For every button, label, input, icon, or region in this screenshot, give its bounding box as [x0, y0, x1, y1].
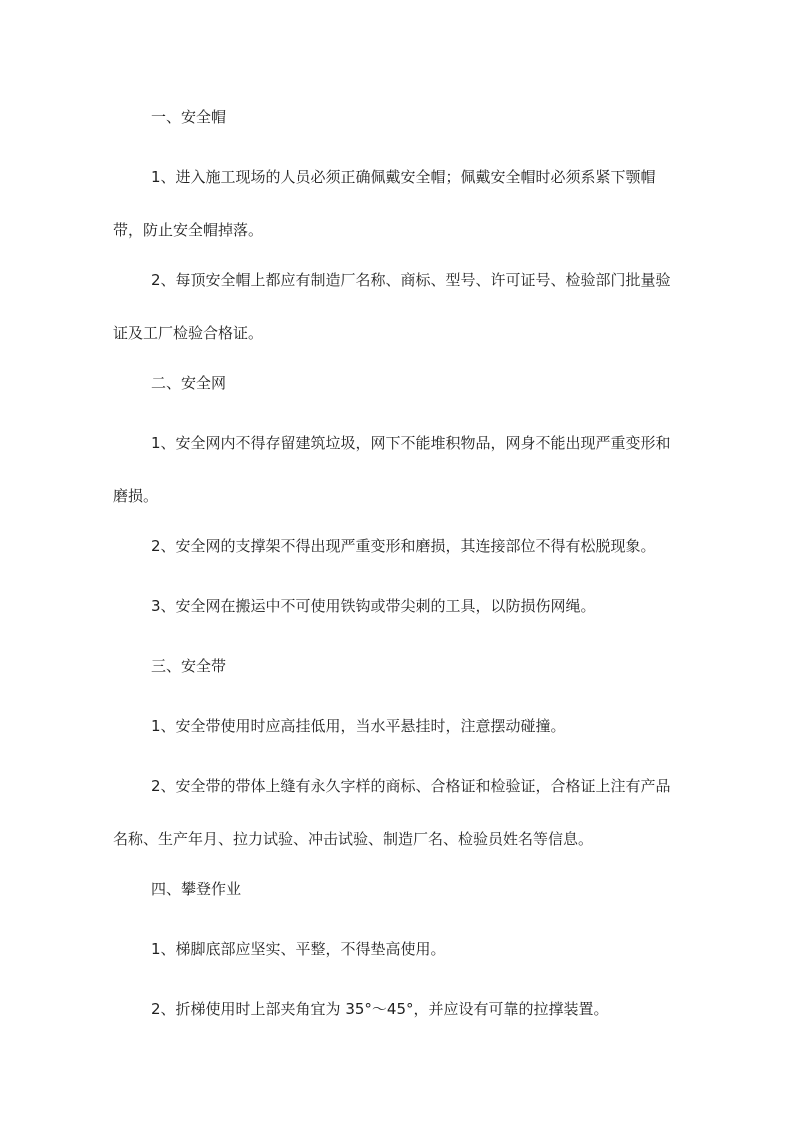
paragraph: 2、每顶安全帽上都应有制造厂名称、商标、型号、许可证号、检验部门批量验证及工厂检验合格证。	[113, 271, 671, 342]
paragraph: 1、梯脚底部应坚实、平整，不得垫高使用。	[151, 940, 446, 958]
paragraph: 2、安全网的支撑架不得出现严重变形和磨损，其连接部位不得有松脱现象。	[151, 537, 656, 555]
paragraph: 2、折梯使用时上部夹角宜为 35°～45°，并应设有可靠的拉撑装置。	[151, 1000, 609, 1018]
paragraph: 1、安全带使用时应高挂低用，当水平悬挂时，注意摆动碰撞。	[151, 717, 566, 735]
paragraph: 1、进入施工现场的人员必须正确佩戴安全帽；佩戴安全帽时必须系紧下颚帽带，防止安全帽掉落。	[113, 168, 656, 239]
paragraph: 1、安全网内不得存留建筑垃圾，网下不能堆积物品，网身不能出现严重变形和磨损。	[113, 434, 671, 505]
section-heading-safety-belt: 三、安全带	[151, 657, 227, 675]
section-heading-safety-helmet: 一、安全帽	[151, 108, 227, 126]
paragraph: 2、安全带的带体上缝有永久字样的商标、合格证和检验证，合格证上注有产品名称、生产年月、拉力试验、冲击试验、制造厂名、检验员姓名等信息。	[113, 777, 671, 848]
section-heading-climbing-work: 四、攀登作业	[151, 880, 242, 898]
section-heading-safety-net: 二、安全网	[151, 374, 227, 392]
paragraph: 3、安全网在搬运中不可使用铁钩或带尖刺的工具，以防损伤网绳。	[151, 597, 596, 615]
